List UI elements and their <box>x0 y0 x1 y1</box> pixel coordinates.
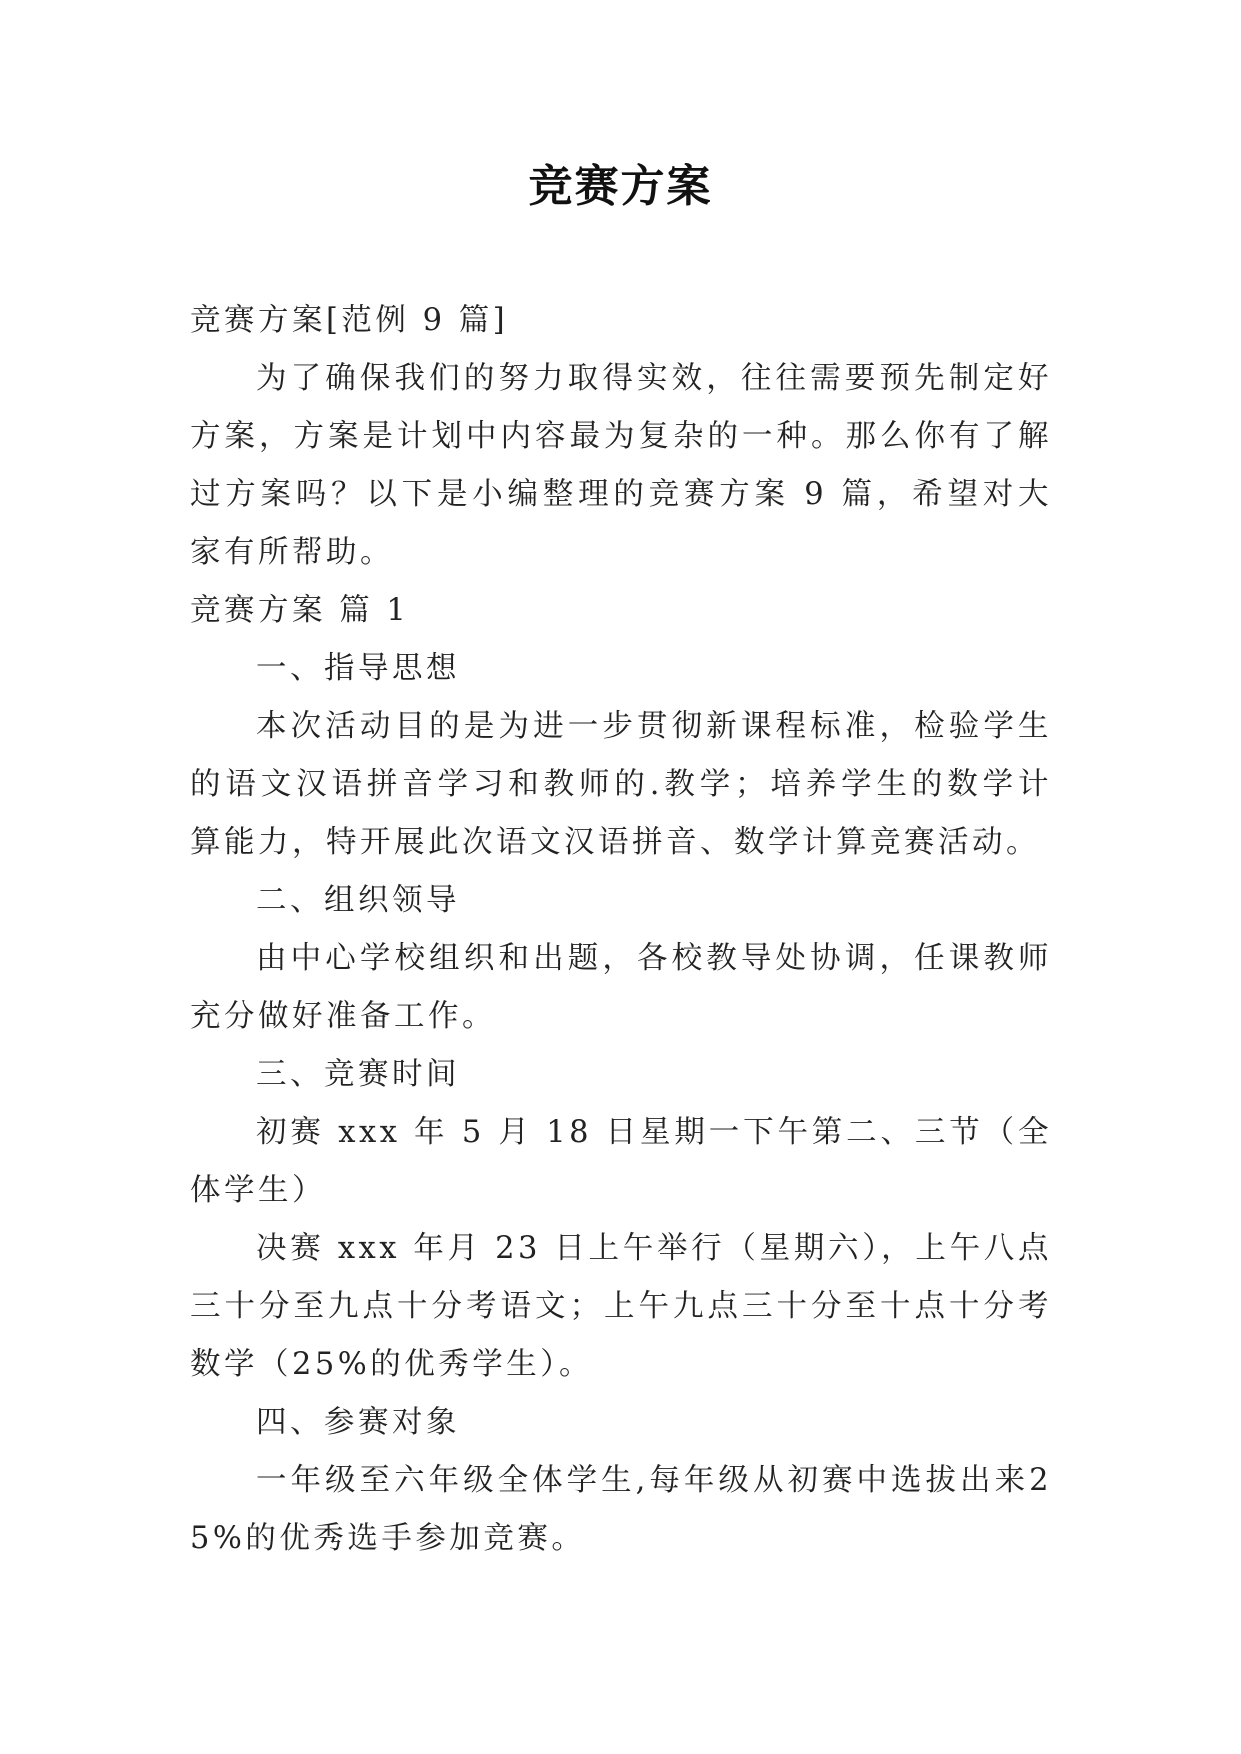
paragraph-preliminary: 初赛 xxx 年 5 月 18 日星期一下午第二、三节（全体学生） <box>190 1115 1052 1208</box>
paragraph-subtitle: 竞赛方案[范例 9 篇] <box>190 303 509 338</box>
paragraph-participants: 一年级至六年级全体学生,每年级从初赛中选拔出来25%的优秀选手参加竞赛。 <box>190 1463 1052 1556</box>
subheading-time: 三、竞赛时间 <box>256 1057 460 1092</box>
paragraph-organization: 由中心学校组织和出题，各校教导处协调，任课教师充分做好准备工作。 <box>190 941 1052 1034</box>
paragraph-purpose: 本次活动目的是为进一步贯彻新课程标准，检验学生的语文汉语拼音学习和教师的.教学；培养学生的数学计算能力，特开展此次语文汉语拼音、数学计算竞赛活动。 <box>190 709 1052 860</box>
section-heading: 竞赛方案 篇 1 <box>190 593 410 628</box>
subheading-organization: 二、组织领导 <box>256 883 460 918</box>
document-body <box>190 292 1052 1568</box>
subheading-participants: 四、参赛对象 <box>256 1405 460 1440</box>
paragraph-intro: 为了确保我们的努力取得实效，往往需要预先制定好方案，方案是计划中内容最为复杂的一种。那么你有了解过方案吗？以下是小编整理的竞赛方案 9 篇，希望对大家有所帮助。 <box>190 361 1052 570</box>
paragraph-final: 决赛 xxx 年月 23 日上午举行（星期六），上午八点三十分至九点十分考语文；上午九点三十分至十点十分考数学（25%的优秀学生）。 <box>190 1231 1052 1382</box>
document-title: 竞赛方案 <box>528 161 713 212</box>
subheading-guiding-thought: 一、指导思想 <box>256 651 460 686</box>
